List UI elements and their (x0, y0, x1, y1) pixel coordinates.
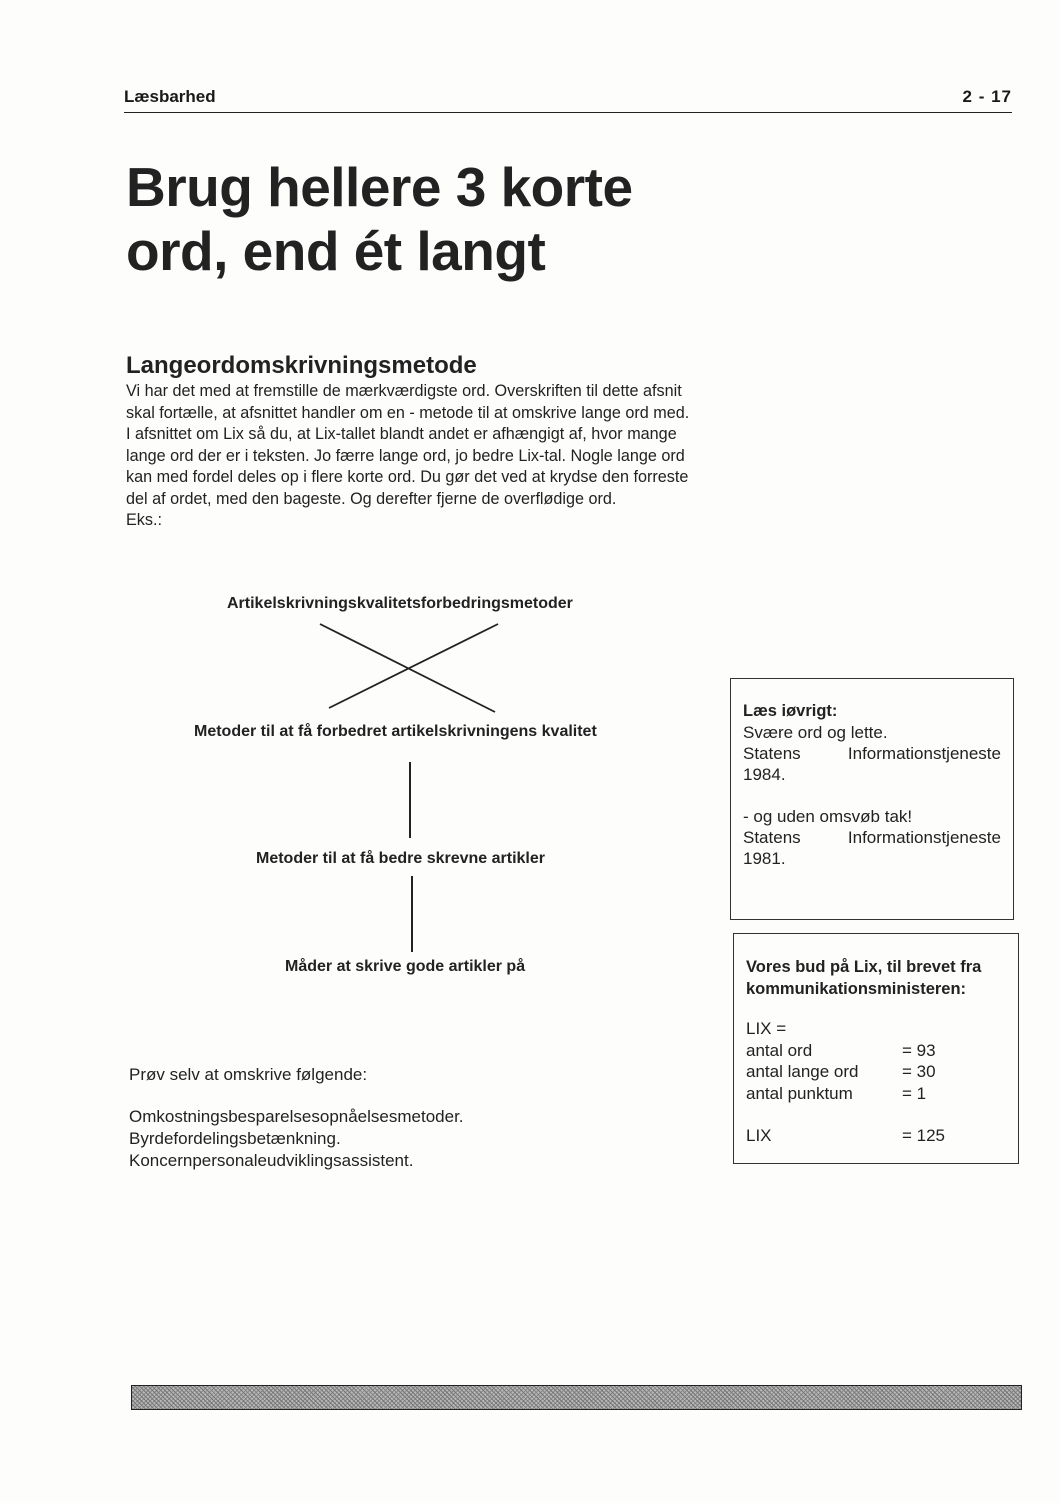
reference-title: - og uden omsvøb tak! (743, 807, 913, 826)
page-title-line-2: ord, end ét langt (126, 220, 546, 282)
connector-line (411, 876, 413, 952)
publisher-word: Statens (743, 744, 801, 763)
lix-box-heading: Vores bud på Lix, til brevet fra kommunikationsministeren: (746, 958, 982, 998)
publisher-word: Informationstjeneste (847, 744, 1001, 763)
diagram-step-4: Måder at skrive gode artikler på (285, 958, 526, 975)
reference-year: 1981. (743, 849, 786, 868)
lix-row-label: antal lange ord (746, 1062, 859, 1081)
reference-publisher (743, 827, 1001, 848)
running-header-section: Læsbarhed (124, 87, 216, 106)
diagram-step-1: Artikelskrivningskvalitetsforbedringsmetoder (227, 595, 573, 612)
further-reading-heading: Læs iøvrigt: (743, 702, 838, 720)
paragraph: Vi har det med at fremstille de mærkværdigste ord. Overskriften til dette afsnit skal fortælle, at afsnittet handler om en - metode til at omskrive lange ord med. (126, 382, 690, 422)
header-rule (124, 112, 1012, 113)
exercise-prompt: Prøv selv at omskrive følgende: (129, 1065, 368, 1084)
exercise-list (129, 1106, 464, 1172)
diagram-step-2: Metoder til at få forbedret artikelskrivningens kvalitet (194, 723, 597, 740)
footer-bar (131, 1385, 1022, 1410)
lix-box (733, 933, 1019, 1164)
lix-formula-label: LIX = (746, 1019, 787, 1038)
lix-result-label: LIX (746, 1126, 772, 1145)
reference-title: Svære ord og lette. (743, 723, 888, 742)
exercise-item: Omkostningsbesparelsesopnåelsesmetoder. (129, 1107, 464, 1126)
further-reading-box (730, 678, 1014, 920)
paragraph: Eks.: (126, 511, 162, 529)
lix-result (746, 1125, 1006, 1147)
reference-publisher (743, 743, 1001, 764)
cross-line (329, 624, 498, 708)
publisher-word: Statens (743, 828, 801, 847)
exercise-item: Koncernpersonaleudviklingsassistent. (129, 1151, 414, 1170)
publisher-word: Informationstjeneste (847, 828, 1001, 847)
cross-out-icon (315, 620, 505, 715)
lix-row (746, 1061, 1006, 1083)
lix-result-value: = 125 (902, 1126, 946, 1145)
lix-row-value: = 1 (902, 1083, 927, 1103)
lix-row-value: = 93 (902, 1040, 936, 1060)
page-number: 2 - 17 (962, 87, 1012, 106)
lix-row-value: = 30 (902, 1062, 936, 1081)
connector-line (409, 762, 411, 838)
section-heading: Langeordomskrivningsmetode (126, 352, 477, 379)
lix-row-label: antal punktum (746, 1083, 853, 1103)
paragraph: I afsnittet om Lix så du, at Lix-tallet blandt andet er afhængigt af, hvor mange lange ord der er i teksten. Jo færre lange ord, jo bedre Lix-tal. Nogle lange ord kan med fordel deles op i flere korte ord. Du gør det ved at krydse den forreste del af ordet, med den bageste. Og derefter fjerne de overflødige ord. (126, 425, 689, 508)
reference-year: 1984. (743, 765, 786, 784)
diagram-step-3: Metoder til at få bedre skrevne artikler (256, 850, 545, 867)
lix-row-label: antal ord (746, 1040, 813, 1060)
lix-row (746, 1083, 1006, 1105)
body-text (126, 381, 706, 532)
page-title (126, 155, 633, 283)
lix-row (746, 1040, 1006, 1062)
exercise-item: Byrdefordelingsbetænkning. (129, 1129, 341, 1148)
page-title-line-1: Brug hellere 3 korte (126, 156, 633, 218)
